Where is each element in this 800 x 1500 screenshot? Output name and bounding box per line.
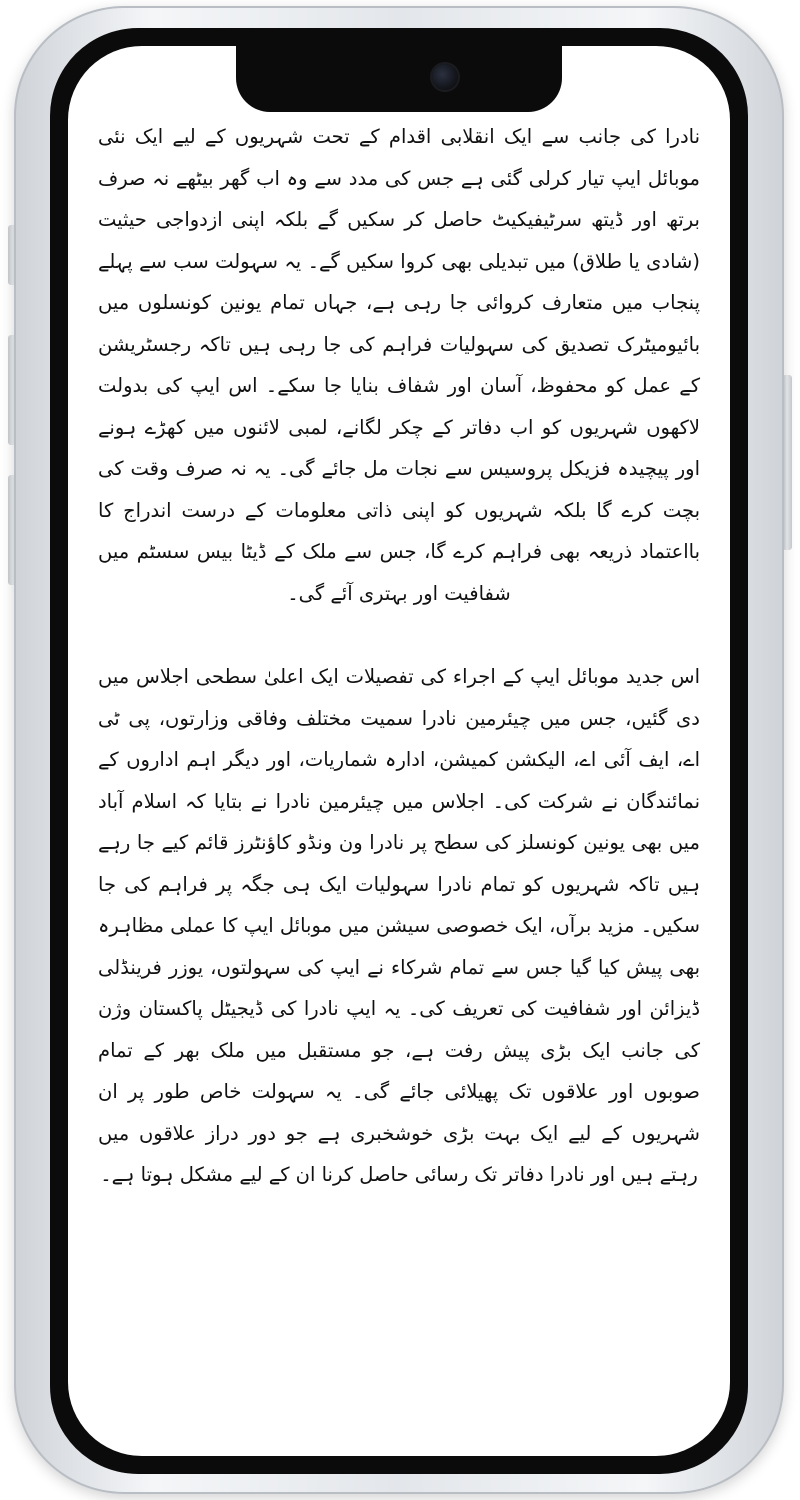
notch (236, 46, 562, 112)
article-body (98, 116, 700, 1196)
phone-frame (14, 6, 784, 1494)
phone-screen[interactable] (68, 46, 730, 1456)
article-paragraph-2: اس جدید موبائل ایپ کے اجراء کی تفصیلات ایک اعلیٰ سطحی اجلاس میں دی گئیں، جس میں چیئرمین نادرا سمیت مختلف وفاقی وزارتوں، پی ٹی اے، ایف آئی اے، الیکشن کمیشن، ادارہ شماریات، اور دیگر اہم اداروں کے نمائندگان نے شرکت کی۔ اجلاس میں چیئرمین نادرا نے بتایا کہ اسلام آباد میں بھی یونین کونسلز کی سطح پر نادرا ون ونڈو کاؤنٹرز قائم کیے جا رہے ہیں تاکہ شہریوں کو تمام نادرا سہولیات ایک ہی جگہ پر فراہم کی جا سکیں۔ مزید برآں، ایک خصوصی سیشن میں موبائل ایپ کا عملی مظاہرہ بھی پیش کیا گیا جس سے تمام شرکاء نے ایپ کی سہولتوں، یوزر فرینڈلی ڈیزائن اور شفافیت کی تعریف کی۔ یہ ایپ نادرا کی ڈیجیٹل پاکستان وژن کی جانب ایک بڑی پیش رفت ہے، جو مستقبل میں ملک بھر کے تمام صوبوں اور علاقوں تک پھیلائی جائے گی۔ یہ سہولت خاص طور پر ان شہریوں کے لیے ایک بہت بڑی خوشخبری ہے جو دور دراز علاقوں میں رہتے ہیں اور نادرا دفاتر تک رسائی حاصل کرنا ان کے لیے مشکل ہوتا ہے۔ (98, 665, 700, 1186)
article-paragraph-1: نادرا کی جانب سے ایک انقلابی اقدام کے تحت شہریوں کے لیے ایک نئی موبائل ایپ تیار کرلی گئی ہے جس کی مدد سے وہ اب گھر بیٹھے نہ صرف برتھ اور ڈیتھ سرٹیفیکیٹ حاصل کر سکیں گے بلکہ اپنی ازدواجی حیثیت (شادی یا طلاق) میں تبدیلی بھی کروا سکیں گے۔ یہ سہولت سب سے پہلے پنجاب میں متعارف کروائی جا رہی ہے، جہاں تمام یونین کونسلوں میں بائیومیٹرک تصدیق کی سہولیات فراہم کی جا رہی ہیں تاکہ رجسٹریشن کے عمل کو محفوظ، آسان اور شفاف بنایا جا سکے۔ اس ایپ کی بدولت لاکھوں شہریوں کو اب دفاتر کے چکر لگانے، لمبی لائنوں میں کھڑے ہونے اور پیچیدہ فزیکل پروسیس سے نجات مل جائے گی۔ یہ نہ صرف وقت کی بچت کرے گا بلکہ شہریوں کو اپنی ذاتی معلومات کے درست اندراج کا بااعتماد ذریعہ بھی فراہم کرے گا، جس سے ملک کے ڈیٹا بیس سسٹم میں شفافیت اور بہتری آئے گی۔ (98, 125, 700, 605)
front-camera-icon (432, 64, 458, 90)
phone-bezel (50, 28, 748, 1474)
